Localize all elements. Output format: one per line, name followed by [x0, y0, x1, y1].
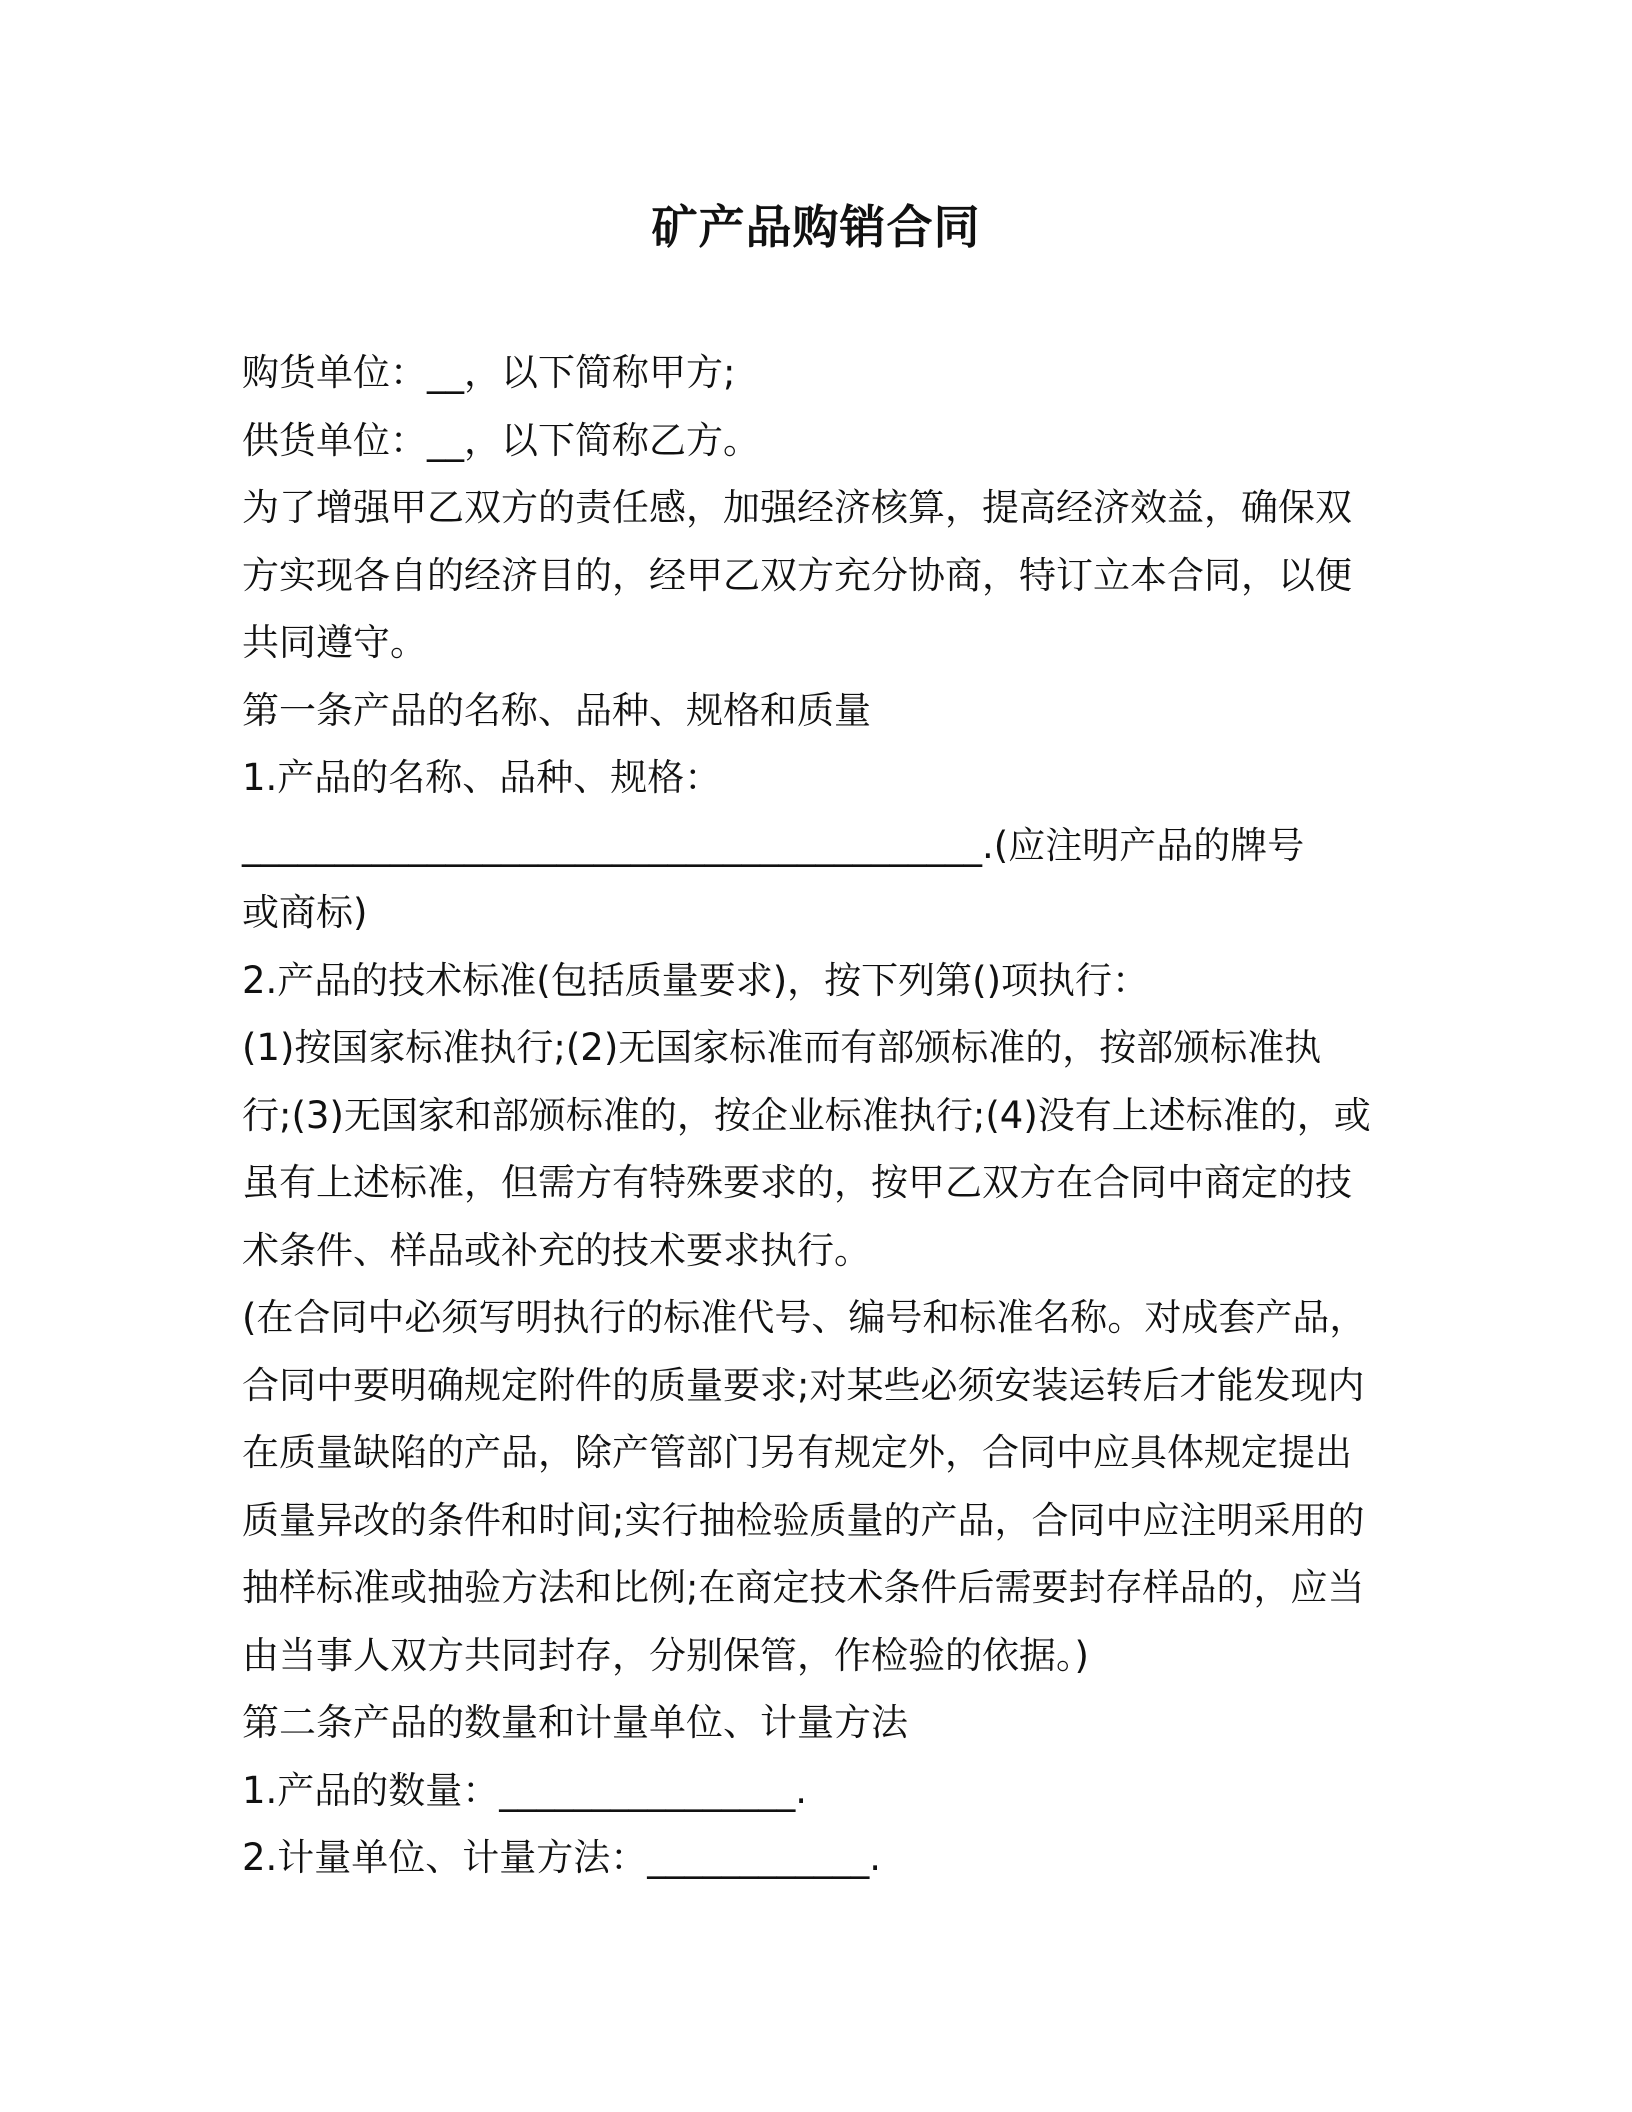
- buyer-line: 购货单位：__，以下简称甲方;: [242, 351, 736, 394]
- note-line-2: 合同中要明确规定附件的质量要求;对某些必须安装运转后才能发现内: [242, 1363, 1365, 1407]
- preamble-line-1: 为了增强甲乙双方的责任感，加强经济核算，提高经济效益，确保双: [242, 486, 1352, 529]
- preamble-line-3: 共同遵守。: [242, 621, 427, 664]
- note-line-5: 抽样标准或抽验方法和比例;在商定技术条件后需要封存样品的，应当: [242, 1566, 1365, 1609]
- note-line-1: (在合同中必须写明执行的标准代号、编号和标准名称。对成套产品，: [242, 1296, 1367, 1339]
- article-1-item-2: 2.产品的技术标准(包括质量要求)，按下列第()项执行：: [242, 958, 1150, 1002]
- note-line-4: 质量异改的条件和时间;实行抽检验质量的产品，合同中应注明采用的: [242, 1498, 1365, 1542]
- standards-line-2: 行;(3)无国家和部颁标准的，按企业标准执行;(4)没有上述标准的，或: [242, 1093, 1371, 1137]
- standards-line-1: (1)按国家标准执行;(2)无国家标准而有部颁标准的，按部颁标准执: [242, 1026, 1322, 1069]
- document-body: [242, 339, 1390, 1892]
- article-1-item-1: 1.产品的名称、品种、规格：: [242, 756, 722, 799]
- document-title: 矿产品购销合同: [651, 200, 981, 254]
- article-1-item-1-note: 或商标): [242, 891, 368, 934]
- article-2-item-2: 2.计量单位、计量方法：____________.: [242, 1836, 882, 1879]
- article-2-heading: 第二条产品的数量和计量单位、计量方法: [242, 1701, 908, 1744]
- supplier-line: 供货单位：__，以下简称乙方。: [242, 418, 760, 462]
- standards-line-3: 虽有上述标准，但需方有特殊要求的，按甲乙双方在合同中商定的技: [242, 1161, 1352, 1204]
- article-2-item-1: 1.产品的数量：________________.: [242, 1768, 808, 1812]
- article-1-heading: 第一条产品的名称、品种、规格和质量: [242, 688, 871, 732]
- preamble-line-2: 方实现各自的经济目的，经甲乙双方充分协商，特订立本合同，以便: [242, 553, 1352, 597]
- article-1-item-1-blank: ________________________________________.(应注明产品的牌号: [242, 823, 1305, 867]
- note-line-6: 由当事人双方共同封存，分别保管，作检验的依据。): [242, 1633, 1089, 1677]
- standards-line-4: 术条件、样品或补充的技术要求执行。: [242, 1228, 871, 1272]
- note-line-3: 在质量缺陷的产品，除产管部门另有规定外，合同中应具体规定提出: [242, 1431, 1352, 1474]
